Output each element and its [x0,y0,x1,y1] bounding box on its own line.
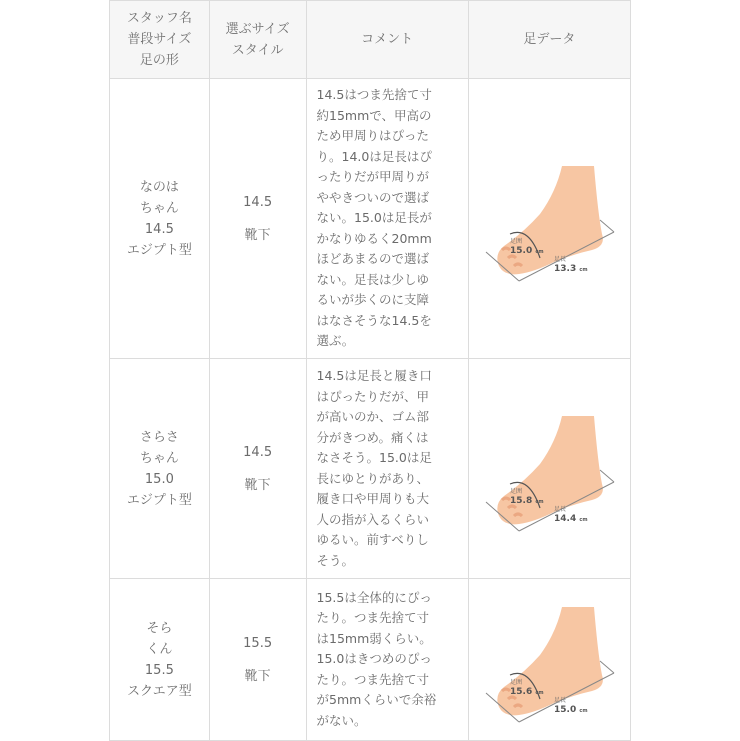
usual-size: 14.5 [144,221,174,237]
style: 靴下 [244,477,271,493]
table-row [110,579,631,741]
svg-text:15.8 cm: 15.8 cm [510,495,544,506]
foot-data-cell [468,79,630,359]
comment-line: 14.5は足長と履き口 [316,368,432,383]
comment-line: 長にゆとりがあり、 [316,470,430,486]
staff-cell [110,79,210,359]
foot-data-cell [468,579,630,741]
comment-line: ない。足長は少しゆ [316,271,430,287]
comment-cell [306,79,468,359]
svg-text:足長: 足長 [554,505,567,513]
comment-line: がない。 [316,712,367,728]
header-choice [209,1,306,79]
svg-text:足囲: 足囲 [510,237,523,245]
comment-line: ゆるい。前すべりし [316,532,429,547]
comment-line: が高いのか、ゴム部 [316,409,430,424]
usual-size: 15.5 [144,662,174,678]
svg-text:足囲: 足囲 [510,487,523,495]
header-usual-size: 普段サイズ [127,32,192,47]
table-row [110,79,631,359]
comment-line: るいが歩くのに支障 [316,292,430,308]
header-staff-name: スタッフ名 [126,11,192,26]
staff-cell [110,359,210,579]
comment-line: ない。15.0は足長が [316,210,432,226]
comment-line: 分がきつめ。痛くは [316,429,429,445]
usual-size: 15.0 [144,471,174,487]
comment-line: 15.5は全体的にぴっ [316,589,432,605]
comment-line: り。14.0は足長はぴ [316,148,432,164]
foot-illustration-icon [474,404,624,534]
foot-shape: エジプト型 [126,242,192,258]
staff-suffix: ちゃん [139,450,179,466]
comment-line: 14.5はつま先捨て寸 [316,87,432,103]
foot-data-cell [468,359,630,579]
style: 靴下 [244,227,271,243]
header-foot-shape: 足の形 [139,53,179,68]
chosen-size: 14.5 [243,444,273,460]
svg-text:足長: 足長 [554,696,567,704]
comment-line: そう。 [316,552,355,568]
staff-name: さらさ [139,429,179,445]
comment-line: が5mmくらいで余裕 [316,692,437,708]
svg-text:13.3 cm: 13.3 cm [554,263,588,274]
svg-text:14.4 cm: 14.4 cm [554,513,588,524]
comment-line: たり。つま先捨て寸 [316,671,430,687]
header-chosen-size: 選ぶサイズ [225,21,290,37]
comment-line: 15.0はきつめのぴっ [316,651,432,667]
header-foot-data: 足データ [468,1,630,79]
choice-cell [209,359,306,579]
staff-name: そら [146,620,173,636]
svg-text:足長: 足長 [554,255,567,263]
foot-illustration-icon [474,595,624,725]
comment-cell [306,359,468,579]
comment-line: 選ぶ。 [316,333,355,349]
comment-line: ったりだが甲周りが [316,169,430,185]
comment-line: はぴったりだが、甲 [316,388,430,404]
foot-shape: エジプト型 [126,492,192,508]
foot-illustration-icon [474,154,624,284]
choice-cell [209,579,306,741]
comment-line: 人の指が入るくらい [316,511,430,527]
staff-name: なのは [139,179,179,195]
size-comparison-table [109,0,631,741]
style: 靴下 [244,668,271,684]
choice-cell [209,79,306,359]
comment-line: は15mm弱くらい。 [316,630,432,646]
header-style: スタイル [231,42,284,58]
comment-line: 約15mmで、甲高の [316,107,432,123]
header-staff [110,1,210,79]
header-comment: コメント [306,1,468,79]
svg-text:15.0 cm: 15.0 cm [510,245,544,256]
comment-line: ほどあまるので選ば [316,251,430,267]
comment-line: ややきついので選ば [316,189,430,205]
comment-line: かなりゆるく20mm [316,230,432,246]
svg-text:15.0 cm: 15.0 cm [554,704,588,715]
chosen-size: 14.5 [243,194,273,210]
staff-cell [110,579,210,741]
comment-line: はなさそうな14.5を [316,312,432,328]
comment-line: なさそう。15.0は足 [316,450,432,465]
foot-shape: スクエア型 [127,683,192,699]
svg-text:15.6 cm: 15.6 cm [510,686,544,697]
chosen-size: 15.5 [243,635,273,651]
comment-line: 履き口や甲周りも大 [316,491,430,506]
staff-suffix: くん [146,641,173,657]
staff-suffix: ちゃん [139,200,179,216]
table-header-row [110,1,631,79]
comment-line: ため甲周りはぴった [316,128,430,144]
comment-cell [306,579,468,741]
comment-line: たり。つま先捨て寸 [316,610,430,626]
svg-text:足囲: 足囲 [510,678,523,686]
table-row [110,359,631,579]
